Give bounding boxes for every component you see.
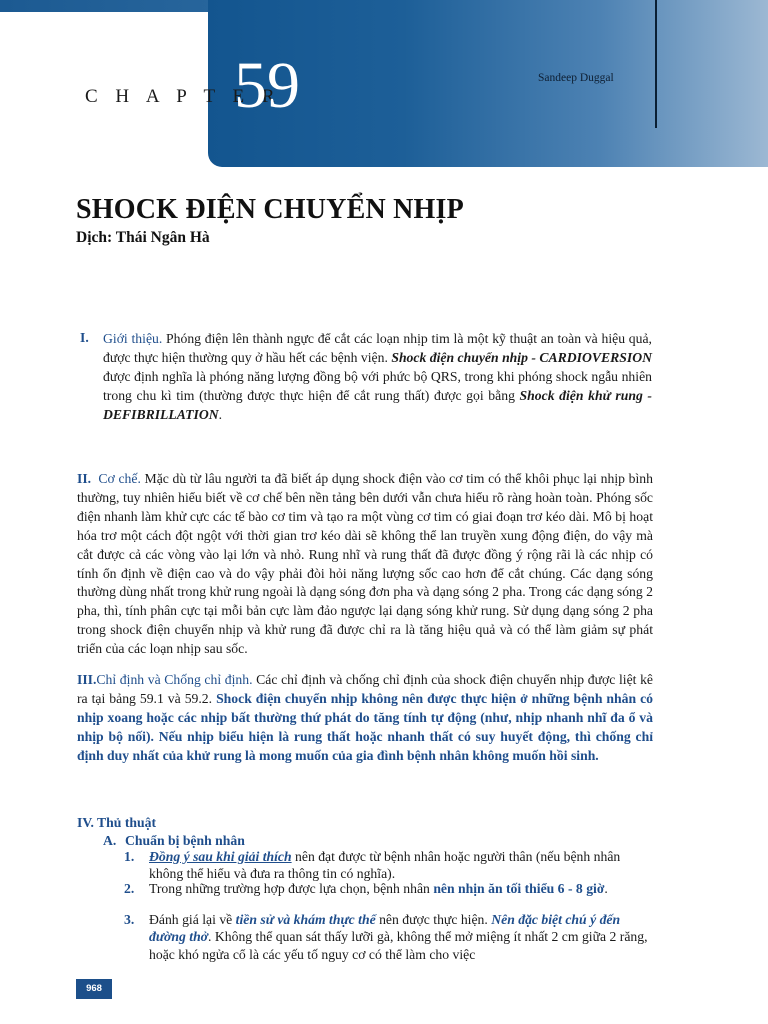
list-item-lead: Đồng ý sau khi giải thích [149, 849, 292, 864]
list-item-highlight: nên nhịn ăn tối thiểu 6 - 8 giờ [433, 881, 605, 896]
list-item-text: Trong những trường hợp được lựa chọn, bệnh nhân [149, 881, 434, 896]
list-item-highlight: tiền sử và khám thực thể [235, 912, 376, 927]
list-item-number: 3. [124, 912, 135, 927]
section-text: Mặc dù từ lâu người ta đã biết áp dụng shock điện vào cơ tim có thể khôi phục lại nhịp bình thường, tuy nhiên hiểu biết về cơ chế bên nền tảng bên dưới vẫn chưa hiểu rõ ràng hoàn toàn. Phóng sốc điện nhanh làm khử cực các tế bào cơ tim và tạo ra một vùng cơ tim có giai đoạn trơ kéo dài. Mô bị hoạt hóa trơ một cách đột ngột với thời gian trơ kéo dài sẽ không thể lan truyền xung động điện, do vậy mà cắt được cả các vòng vào lại lớn và nhỏ. Rung nhĩ và rung thất đã được đồng ý rộng rãi là các nhịp có tính ổn định về điện cao và do vậy phải đòi hỏi năng lượng sốc cao hơn để cắt chúng. Các dạng sóng thường dùng nhất trong khử rung ngoài là dạng sóng đơn pha và dạng sóng 2 pha. Trong các dạng sóng 2 pha, thì, tính phân cực tại mỗi bản cực làm đảo ngược lại dạng sóng khử rung. Sử dụng dạng sóng 2 pha trong shock điện chuyển nhịp và khử rung đã được chỉ ra là tăng hiệu quả và có thể làm giảm sự phát triển của các loạn nhịp sau sốc. [77, 471, 653, 657]
list-item-number: 2. [124, 881, 135, 896]
subsection-label: Chuẩn bị bệnh nhân [125, 833, 245, 848]
section-introduction [103, 330, 652, 425]
section-heading: Cơ chế. [98, 471, 141, 486]
section-text: được định nghĩa là phóng năng lượng đồng bộ với phức bộ QRS, trong khi phóng shock ngẫu nhiên trong chu kì tim (thường được thực hiện để cắt rung thất) được gọi bằng [103, 368, 652, 403]
translator-credit: Dịch: Thái Ngân Hà [76, 229, 210, 246]
list-item [124, 880, 654, 897]
list-item-text: . Không thể quan sát thấy lưỡi gà, không thể mở miệng ít nhất 2 cm giữa 2 răng, hoặc khó ngửa cổ là các yếu tố nguy cơ có thể làm cho việc [149, 929, 648, 962]
list-item-text: Đánh giá lại về [149, 912, 236, 927]
section-heading: Giới thiệu. [103, 331, 163, 346]
section-heading: Chỉ định và Chống chỉ định. [96, 672, 253, 687]
list-item-number: 1. [124, 849, 135, 864]
section-number: II. [77, 471, 92, 486]
list-item-text: nên đạt được từ bệnh nhân hoặc người thân (nếu bệnh nhân không thể hiểu và đưa ra thông tin có nghĩa). [149, 849, 621, 882]
section-number: I. [80, 330, 89, 345]
section-text: Các chỉ định và chống chỉ định của shock điện chuyển nhịp được liệt kê ra tại bảng 59.1 và 59.2. [77, 672, 654, 706]
list-item-text: nên được thực hiện. [375, 912, 492, 927]
section-procedure-heading: IV. Thủ thuật [77, 815, 157, 830]
term-defibrillation: Shock điện khử rung - DEFIBRILLATION [103, 387, 652, 422]
section-text: Phóng điện lên thành ngực để cắt các loạn nhịp tim là một kỹ thuật an toàn và hiệu quả, được thực hiện thường quy ở hầu hết các bệnh viện. [103, 331, 652, 365]
list-item [124, 848, 654, 883]
term-cardioversion: Shock điện chuyển nhịp - CARDIOVERSION [391, 349, 652, 365]
chapter-label: C H A P T E R [85, 86, 282, 107]
header-divider-line [655, 0, 657, 128]
section-number: III. [77, 672, 97, 687]
warning-text: Shock điện chuyển nhịp không nên được thực hiện ở những bệnh nhân có nhịp xoang hoặc các nhịp bất thường thứ phát do tăng tính tự động (như, nhịp nhanh nhĩ đa ổ và nhịp bộ nối). Nếu nhịp biểu hiện là rung thất hoặc nhanh thất có suy huyết động, thì chống chỉ định duy nhất của khử rung là mong muốn của gia đình bệnh nhân không muốn hồi sinh. [77, 690, 653, 763]
section-mechanism [77, 470, 653, 659]
list-item-text: . [604, 881, 608, 896]
section-text: . [218, 406, 223, 422]
page-title: SHOCK ĐIỆN CHUYỂN NHỊP [76, 194, 464, 225]
subsection-letter: A. [103, 833, 117, 848]
subsection-heading [103, 833, 245, 849]
chapter-number: 59 [234, 49, 300, 122]
page-number-badge: 968 [76, 979, 112, 999]
chapter-author: Sandeep Duggal [538, 72, 614, 84]
list-item [124, 911, 654, 963]
section-indications [77, 671, 653, 766]
list-item-highlight: Nên đặc biệt chú ý đến đường thở [149, 912, 621, 945]
